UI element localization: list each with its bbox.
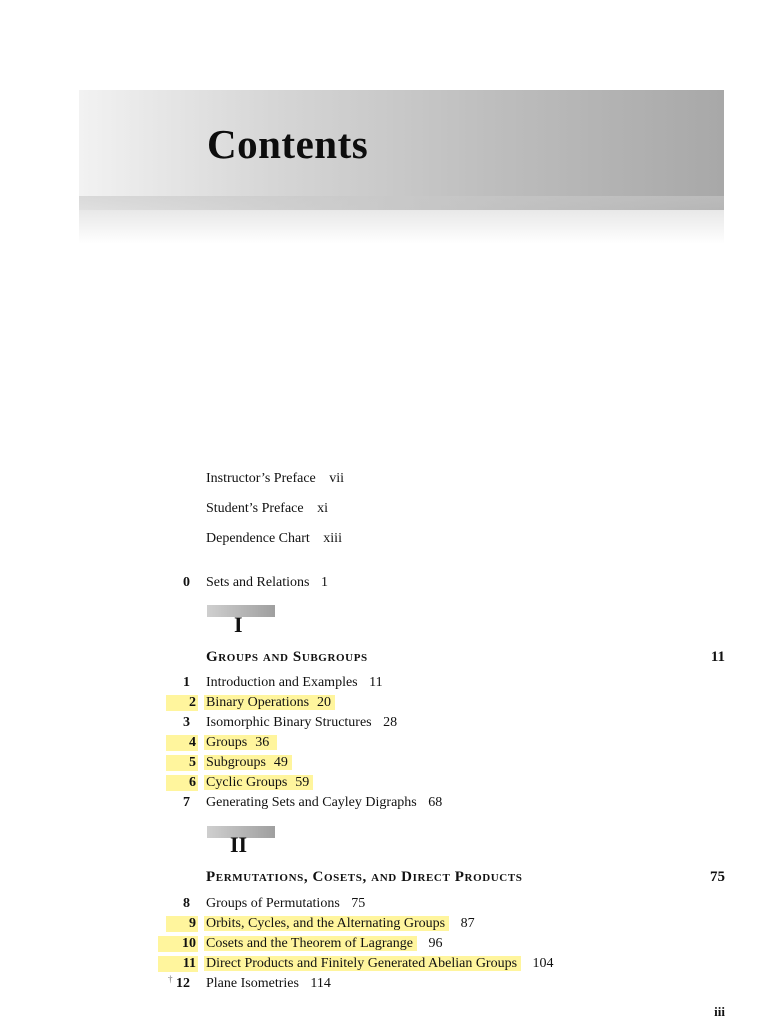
chapter-page: 68 [428,795,443,810]
highlight [204,956,521,971]
chapter-number: 9 [166,916,198,932]
part-title: Groups and Subgroups [206,649,368,665]
front-matter-label: Student’s Preface [206,501,304,516]
chapter-mark: † [168,974,173,984]
part-roman: I [234,612,243,637]
chapter-number: 2 [166,695,198,711]
chapter-label: Plane Isometries [206,976,299,991]
front-matter-page: xi [317,501,328,516]
part-page: 11 [710,649,725,665]
chapter-label: Groups of Permutations [206,896,340,911]
chapter-number: 4 [166,735,198,751]
chapter-number: 5 [166,755,198,771]
front-matter-label: Instructor’s Preface [206,471,316,486]
highlight [204,735,277,750]
toc-entry[interactable] [206,735,277,751]
front-matter-item[interactable] [206,531,342,547]
chapter-label: Subgroups [206,755,266,770]
chapter-page: 1 [320,575,328,590]
toc-entry[interactable] [206,896,365,912]
chapter-label: Orbits, Cycles, and the Alternating Groups [206,916,446,931]
chapter-label: Binary Operations [206,695,310,710]
toc-entry[interactable] [206,675,383,691]
chapter-number: 3 [183,715,190,730]
header-band [79,90,724,210]
chapter-label: Direct Products and Finitely Generated Abelian Groups [206,956,518,971]
front-matter-item[interactable] [206,471,344,487]
chapter-label: Cyclic Groups [206,775,288,790]
chapter-page: 49 [273,755,288,770]
chapter-page: 114 [310,976,331,991]
toc-entry[interactable] [206,976,331,992]
toc-entry[interactable] [206,795,442,811]
front-matter-page: xiii [323,531,342,546]
chapter-number: 8 [183,896,190,911]
chapter-label: Isomorphic Binary Structures [206,715,372,730]
chapter-number: 6 [166,775,198,791]
chapter-number: 11 [158,956,198,972]
chapter-number: 7 [183,795,190,810]
toc-entry[interactable] [206,916,475,932]
page-number: iii [714,1004,725,1019]
toc-entry[interactable] [206,755,292,771]
toc-entry[interactable] [206,956,554,972]
page-title: Contents [207,121,369,167]
part-roman: II [230,832,248,857]
toc-entry[interactable] [206,715,397,731]
chapter-page: 96 [428,936,443,951]
toc-entry[interactable] [206,695,335,711]
toc-entry[interactable] [206,575,328,591]
highlight [204,775,313,790]
front-matter-label: Dependence Chart [206,531,310,546]
chapter-number: 12 [176,976,190,991]
chapter-page: 75 [351,896,366,911]
chapter-page: 36 [255,735,270,750]
toc-entry[interactable] [206,936,442,952]
highlight [204,695,335,710]
chapter-page: 20 [317,695,332,710]
part-title: Permutations, Cosets, and Direct Products [206,869,523,885]
highlight [204,936,417,951]
highlight [204,755,292,770]
chapter-label: Cosets and the Theorem of Lagrange [206,936,413,951]
front-matter-page: vii [329,471,345,486]
chapter-label: Groups [206,735,248,750]
chapter-page: 87 [460,916,475,931]
chapter-number: 10 [158,936,198,952]
front-matter-item[interactable] [206,501,328,517]
part-page: 75 [710,869,725,885]
chapter-label: Sets and Relations [206,575,310,590]
chapter-number: 0 [183,575,190,590]
chapter-number: 1 [183,675,190,690]
chapter-label: Generating Sets and Cayley Digraphs [206,795,417,810]
chapter-page: 59 [295,775,310,790]
header-fade [79,196,724,244]
highlight [204,916,449,931]
chapter-page: 104 [532,956,554,971]
chapter-page: 28 [383,715,398,730]
toc-entry[interactable] [206,775,313,791]
chapter-label: Introduction and Examples [206,675,358,690]
chapter-page: 11 [369,675,383,690]
